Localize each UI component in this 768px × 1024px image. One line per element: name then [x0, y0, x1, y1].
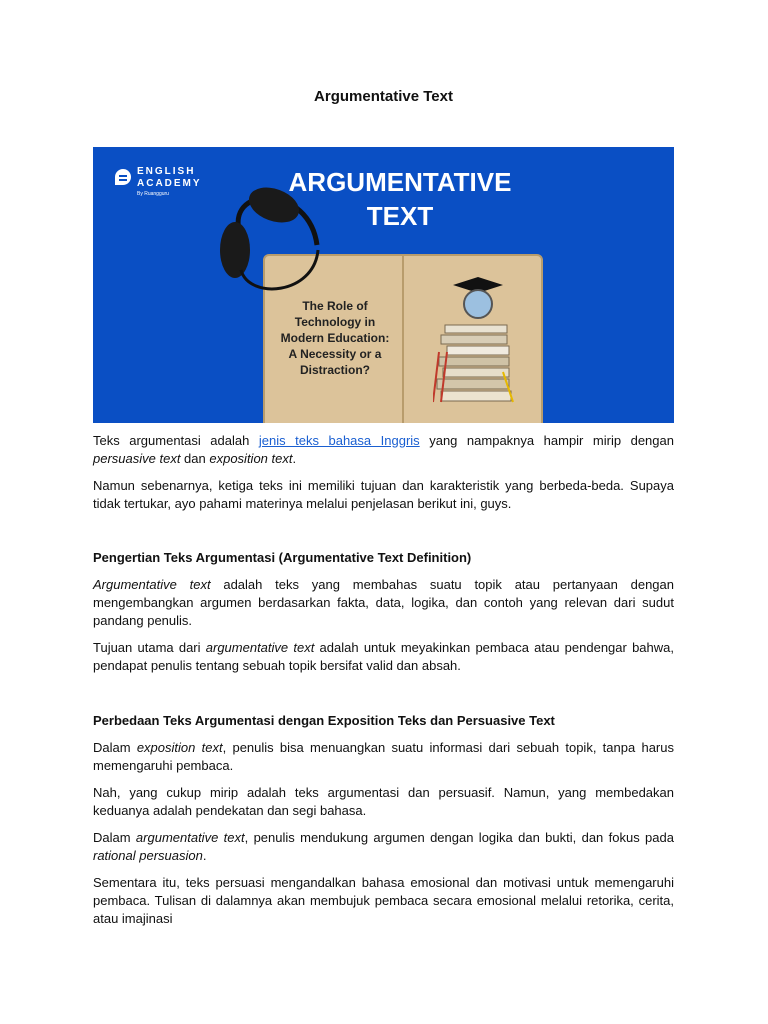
paragraph-2: Namun sebenarnya, ketiga teks ini memiliki tujuan dan karakteristik yang berbeda-beda. Supaya tidak tertukar, ayo pahami materinya melalui penjelasan berikut ini, guys. — [93, 478, 674, 511]
logo-text-line2: ACADEMY — [137, 178, 202, 189]
stacked-books-graduation-icon — [433, 277, 523, 407]
logo-text-line1: ENGLISH — [137, 166, 196, 177]
paragraph-exposition: Dalam exposition text, penulis bisa menuangkan suatu informasi dari sebuah topik, tanpa harus memengaruhi pembaca. — [93, 740, 674, 773]
paragraph-definition: Argumentative text adalah teks yang membahas suatu topik atau pertanyaan dengan mengembangkan argumen berdasarkan fakta, data, logika, dan contoh yang relevan dari sudut pandang penulis. — [93, 577, 674, 628]
book-page-text: The Role of Technology in Modern Education: A Necessity or a Distraction? — [280, 299, 390, 377]
heading-definition: Pengertian Teks Argumentasi (Argumentative Text Definition) — [93, 550, 472, 565]
paragraph-purpose: Tujuan utama dari argumentative text adalah untuk meyakinkan pembaca atau pendengar bahwa, pendapat penulis tentang sebuah topik bersifat valid dan absah. — [93, 640, 674, 673]
paragraph-similarity: Nah, yang cukup mirip adalah teks argumentasi dan persuasif. Namun, yang membedakan keduanya adalah pendekatan dan segi bahasa. — [93, 785, 674, 818]
logo-subtext: By Ruangguru — [137, 191, 169, 197]
banner-title-line2: TEXT — [366, 201, 434, 231]
hero-banner-image — [93, 147, 674, 423]
headphones-icon — [219, 175, 329, 295]
link-jenis-teks[interactable]: jenis teks bahasa Inggris — [258, 433, 420, 448]
heading-difference: Perbedaan Teks Argumentasi dengan Exposition Teks dan Persuasive Text — [93, 713, 555, 728]
english-academy-logo-icon — [115, 169, 131, 185]
document-title: Argumentative Text — [314, 88, 453, 105]
banner-title-line1: ARGUMENTATIVE — [288, 167, 512, 197]
paragraph-argumentative: Dalam argumentative text, penulis mendukung argumen dengan logika dan bukti, dan fokus pada rational persuasion. — [93, 830, 674, 863]
paragraph-persuasion: Sementara itu, teks persuasi mengandalkan bahasa emosional dan motivasi untuk memengaruhi pembaca. Tulisan di dalamnya akan membujuk pembaca secara emosional melalui retorika, cerita, atau imajinasi — [93, 875, 674, 926]
paragraph-intro: Teks argumentasi adalah jenis teks bahasa Inggris yang nampaknya hampir mirip dengan persuasive text dan exposition text. — [93, 433, 674, 466]
